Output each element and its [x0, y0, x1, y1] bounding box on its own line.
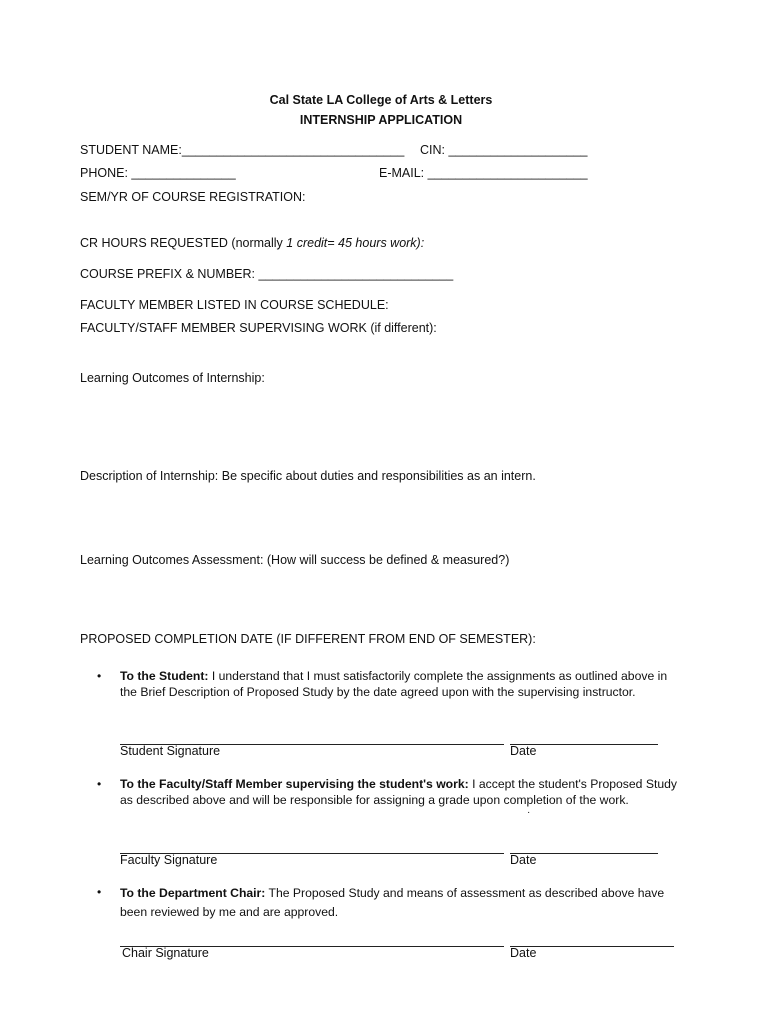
bullet: •	[97, 669, 102, 683]
sem-yr-field[interactable]: SEM/YR OF COURSE REGISTRATION:	[80, 190, 306, 204]
stray-mark: ·	[527, 807, 531, 818]
chair-agreement-text: The Proposed Study and means of assessment as described above have been reviewed by me and are approved.	[120, 886, 665, 919]
learning-outcomes-field[interactable]: Learning Outcomes of Internship:	[80, 371, 265, 385]
bullet: •	[97, 885, 102, 899]
cr-hours-label: CR HOURS REQUESTED (normally	[80, 236, 287, 250]
cin-field[interactable]: CIN: ____________________	[420, 143, 588, 157]
phone-field[interactable]: PHONE: _______________	[80, 166, 236, 180]
cr-hours-note: 1 credit= 45 hours work):	[286, 236, 425, 250]
faculty-listed-field[interactable]: FACULTY MEMBER LISTED IN COURSE SCHEDULE:	[80, 298, 389, 312]
faculty-signature-label: Faculty Signature	[120, 853, 218, 867]
faculty-agreement-text: I accept the student's Proposed Study as described above and will be responsible for assigning a grade upon completion of the work.	[120, 777, 678, 807]
bullet: •	[97, 777, 102, 791]
chair-agreement-lead: To the Department Chair:	[120, 886, 266, 900]
student-date-label: Date	[510, 744, 537, 758]
course-prefix-field[interactable]: COURSE PREFIX & NUMBER: ____________________________	[80, 267, 454, 281]
chair-agreement	[120, 884, 680, 922]
student-agreement-text: I understand that I must satisfactorily complete the assignments as outlined above in the Brief Description of Proposed Study by the date agreed upon with the supervising instructor.	[120, 669, 668, 699]
college-name: Cal State LA College of Arts & Letters	[269, 93, 493, 107]
description-field[interactable]: Description of Internship: Be specific about duties and responsibilities as an intern.	[80, 469, 536, 483]
cr-hours-field[interactable]	[80, 236, 424, 250]
student-signature-label: Student Signature	[120, 744, 221, 758]
faculty-agreement-lead: To the Faculty/Staff Member supervising the student's work:	[120, 777, 469, 791]
student-name-field[interactable]: STUDENT NAME:________________________________	[80, 143, 405, 157]
student-agreement-lead: To the Student:	[120, 669, 209, 683]
chair-date-label: Date	[510, 946, 537, 960]
faculty-agreement	[120, 776, 680, 808]
faculty-supervising-field[interactable]: FACULTY/STAFF MEMBER SUPERVISING WORK (if different):	[80, 321, 437, 335]
email-field[interactable]: E-MAIL: _______________________	[379, 166, 588, 180]
chair-signature-label: Chair Signature	[122, 946, 209, 960]
assessment-field[interactable]: Learning Outcomes Assessment: (How will success be defined & measured?)	[80, 553, 510, 567]
form-title: INTERNSHIP APPLICATION	[299, 113, 463, 127]
faculty-date-label: Date	[510, 853, 537, 867]
student-agreement	[120, 668, 680, 700]
completion-date-field[interactable]: PROPOSED COMPLETION DATE (IF DIFFERENT FROM END OF SEMESTER):	[80, 632, 536, 646]
